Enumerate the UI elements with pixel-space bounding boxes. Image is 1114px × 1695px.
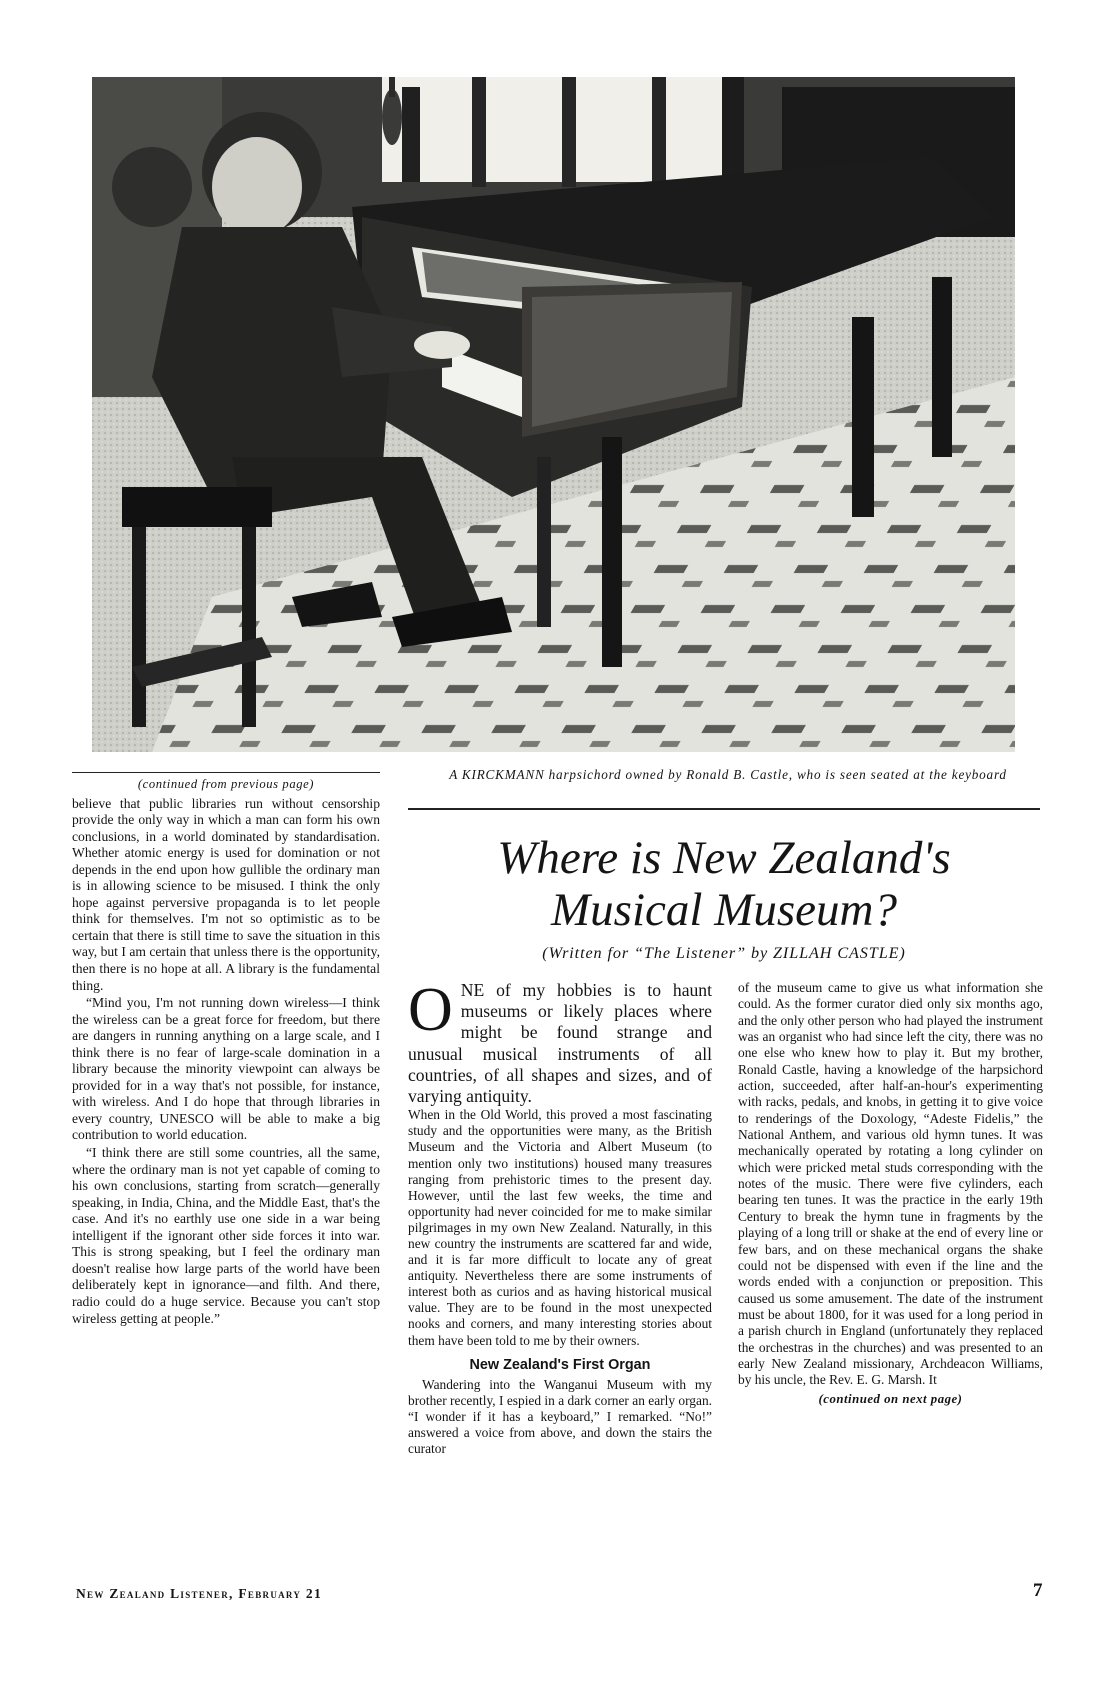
article-title bbox=[408, 832, 1040, 936]
continued-next-label: (continued on next page) bbox=[818, 1391, 963, 1406]
section-heading: New Zealand's First Organ bbox=[469, 1356, 651, 1373]
right-paragraph-1: of the museum came to give us what information she could. As the former curator died only six months ago, and the only other person who had played the instrument was an organist who had since left the city, there was no one else who knew how to play it. But my brother, Ronald Castle, having a knowledge of the harpsichord action, succeeded, after half-an-hour's experimenting with racks, pedals, and knobs, in getting it to give voice to renderings of the Doxology, “Adeste Fidelis,” the National Anthem, and various old hymn tunes. It was mechanically operated by rotating a long cylinder on which were pricked metal studs corresponding with the notes of the music. There were five cylinders, each bearing ten tunes. It was the practice in the early 19th Century to break the hymn tune in fragments by the playing of a long trill or shake at the end of every line or few bars, and on these mechanical organs the shake could not be dispensed with even if the line and the words ended with a conjunction or preposition. This caused us some amusement. The date of the instrument must be about 1800, for it was used for a long period in a parish church in England (unfortunately they replaced the orchestras in the churches) and was presented to an early New Zealand missionary, Archdeacon Williams, by his uncle, the Rev. E. G. Marsh. It bbox=[738, 980, 1043, 1388]
left-paragraph-3: “I think there are still some countries, all the same, where the ordinary man is not yet capable of coming to his own conclusions, starting from scratch—generally speaking, in India, China, and the Middle East, that's the case. And it's no earthly use one side in a war being intelligent if the ignorant other side forces it into war. This is strong speaking, but I feel the ordinary man doesn't realise how large parts of the world have been deliberately kept in ignorance—and filth. And there, radio could do a huge service. Because you can't stop wireless getting at people.” bbox=[72, 1145, 380, 1326]
caption-rule bbox=[408, 808, 1040, 810]
harpsichord-photo bbox=[92, 77, 1015, 752]
title-line-2: Musical Museum? bbox=[551, 884, 897, 936]
page-number: 7 bbox=[1033, 1580, 1043, 1601]
drop-cap: O bbox=[408, 976, 453, 1044]
middle-paragraph-2: Wandering into the Wanganui Museum with my brother recently, I espied in a dark corner an early organ. “I wonder if it has a keyboard,” I remarked. “No!” answered a voice from above, and down the stairs the curator bbox=[408, 1376, 712, 1457]
left-paragraph-2: “Mind you, I'm not running down wireless—I think the wireless can be a great force for freedom, but there are dangers in running anything on a large scale, and I think there is no fear of large-scale domination in a library because the minority viewpoint can always be provided for in a way that's not possible, for instance, with wireless. And I do hope that through libraries in every country, UNESCO will be able to make a big contribution to world education. bbox=[72, 995, 380, 1143]
lead-text: NE of my hobbies is to haunt museums or likely places where might be found strange and unusual musical instruments of all countries, of all shapes and sizes, and of varying antiquity. bbox=[408, 980, 712, 1107]
title-line-1: Where is New Zealand's bbox=[497, 832, 951, 884]
left-paragraph-1: believe that public libraries run without censorship provide the only way in which a man can form his own conclusions, in a world dominated by standardisation. Whether atomic energy is used for domination or not depends in the end upon how gullible the ordinary man is in allowing science to be misused. I think the only hope against perversive propaganda is to let people think for themselves. I'm not so optimistic as to be certain that there is still time to save the situation in this way, but I am certain that unless there is the opportunity, then there is no hope at all. A library is the fundamental thing. bbox=[72, 795, 380, 993]
middle-column bbox=[408, 976, 712, 1457]
middle-paragraph-1: When in the Old World, this proved a most fascinating study and the opportunities were many, as the British Museum and the Victoria and Albert Museum (to mention only two institutions) housed many treasures ranging from prehistoric times to the present day. However, until the last few weeks, the time and opportunity had never coincided for me to make similar pilgrimages in my own New Zealand. Naturally, in this new country the instruments are scattered far and wide, and it is far more difficult to locate any of great antiquity. Nevertheless there are some instruments of interest both as curios and as having historical musical value. They are to be found in the most unexpected nooks and corners, and many interesting stories about them have been told to me by their owners. bbox=[408, 1107, 712, 1348]
photo-illustration bbox=[92, 77, 1015, 752]
right-column bbox=[738, 980, 1043, 1407]
continued-from-label: (continued from previous page) bbox=[137, 777, 315, 791]
left-column bbox=[72, 772, 380, 1327]
publication-footer: New Zealand Listener, February 21 bbox=[76, 1586, 322, 1601]
photo-caption: A KIRCKMANN harpsichord owned by Ronald B. Castle, who is seen seated at the keyboard bbox=[449, 767, 1007, 782]
article-byline: (Written for “The Listener” by ZILLAH CASTLE) bbox=[542, 944, 906, 962]
left-column-rule bbox=[72, 772, 380, 773]
lead-paragraph bbox=[408, 976, 712, 1107]
